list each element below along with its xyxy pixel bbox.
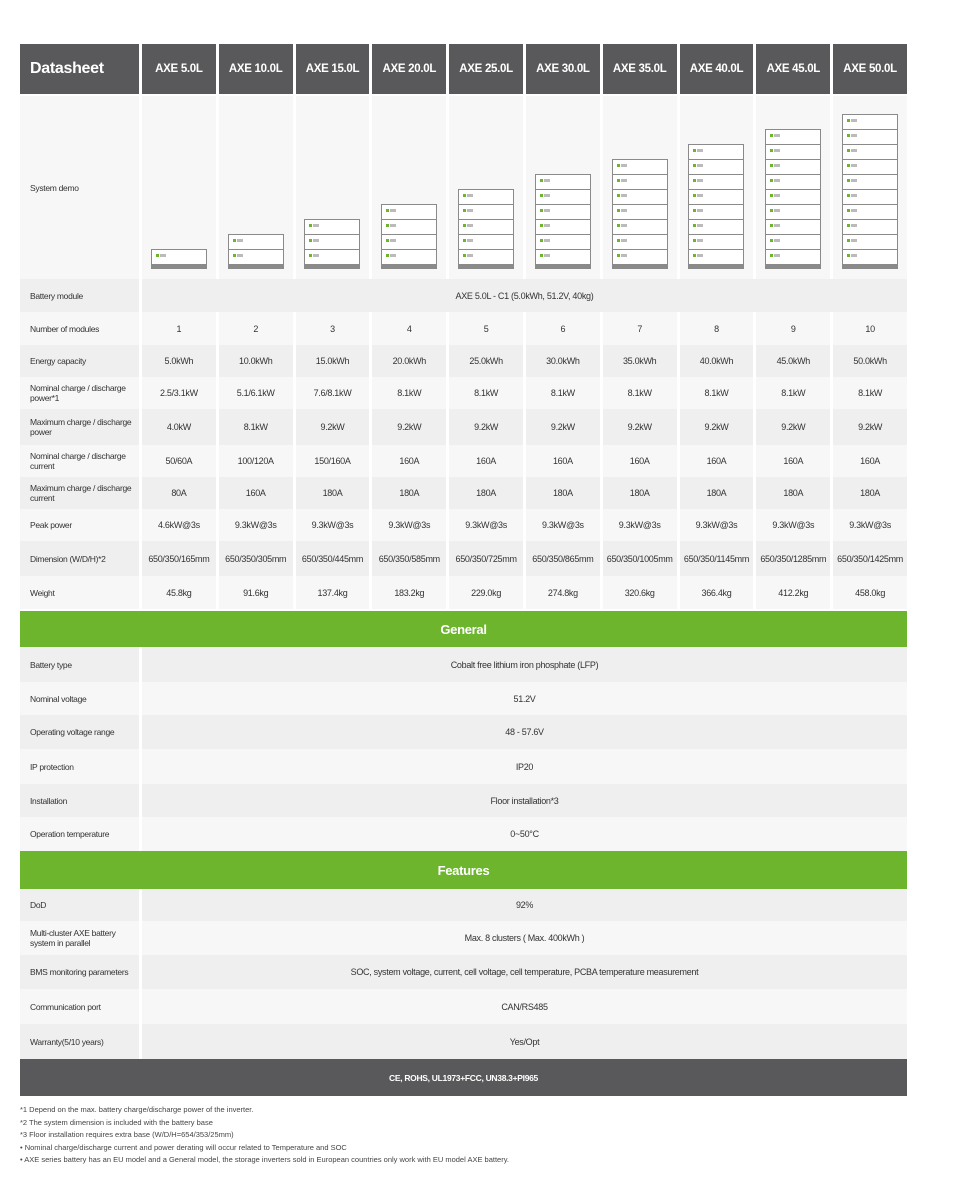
cell-value: 9.2kW	[372, 409, 446, 445]
cell-value: 180A	[372, 477, 446, 509]
cell-value: 8.1kW	[526, 377, 600, 409]
battery-base-icon	[381, 264, 437, 269]
spec-row	[20, 817, 907, 851]
battery-stack-cell	[142, 96, 216, 279]
cell-value: 40.0kWh	[680, 345, 754, 377]
cell-value: 650/350/305mm	[219, 541, 293, 576]
battery-module-icon	[842, 204, 898, 219]
battery-stack-cell	[680, 96, 754, 279]
row-label: Nominal charge / discharge power*1	[20, 377, 139, 409]
cell-value: 8.1kW	[680, 377, 754, 409]
row-label: Energy capacity	[20, 345, 139, 377]
battery-stack-cell	[296, 96, 370, 279]
row-value: 92%	[142, 889, 907, 921]
footnote: • Nominal charge/discharge current and power derating will occur related to Temperature and SOC	[20, 1142, 347, 1152]
battery-module-icon	[381, 234, 437, 249]
cell-value: 650/350/1005mm	[603, 541, 677, 576]
battery-module-icon	[304, 234, 360, 249]
battery-stack-icon	[765, 129, 821, 269]
row-label: Maximum charge / discharge current	[20, 477, 139, 509]
spec-row	[20, 509, 907, 541]
cell-value: 8	[680, 312, 754, 345]
cell-value: 8.1kW	[833, 377, 907, 409]
certifications: CE, ROHS, UL1973+FCC, UN38.3+PI965	[20, 1059, 907, 1096]
row-label: Warranty(5/10 years)	[20, 1024, 139, 1059]
cell-value: 7	[603, 312, 677, 345]
cell-value: 5	[449, 312, 523, 345]
footnote: *3 Floor installation requires extra base (W/D/H=654/353/25mm)	[20, 1130, 234, 1139]
row-label: Operating voltage range	[20, 715, 139, 749]
battery-stack-cell	[449, 96, 523, 279]
footnotes	[20, 1104, 509, 1167]
battery-stack-cell	[526, 96, 600, 279]
row-label: Multi-cluster AXE battery system in parallel	[20, 921, 139, 955]
battery-base-icon	[842, 264, 898, 269]
battery-module-icon	[535, 189, 591, 204]
battery-module-icon	[765, 189, 821, 204]
spec-row	[20, 576, 907, 609]
row-label: Battery module	[20, 279, 139, 312]
battery-module-icon	[612, 189, 668, 204]
cell-value: 650/350/165mm	[142, 541, 216, 576]
cell-value: 15.0kWh	[296, 345, 370, 377]
spec-row	[20, 647, 907, 682]
cell-value: 9.2kW	[296, 409, 370, 445]
row-label: Peak power	[20, 509, 139, 541]
row-value: AXE 5.0L - C1 (5.0kWh, 51.2V, 40kg)	[142, 279, 907, 312]
cell-value: 50/60A	[142, 445, 216, 477]
battery-module-icon	[688, 159, 744, 174]
cell-value: 9.3kW@3s	[833, 509, 907, 541]
spec-row	[20, 682, 907, 715]
model-header: AXE 5.0L	[142, 44, 216, 94]
battery-module-icon	[458, 249, 514, 264]
battery-module-icon	[688, 249, 744, 264]
battery-module-icon	[151, 249, 207, 264]
spec-row	[20, 345, 907, 377]
datasheet-table	[17, 44, 910, 1096]
battery-module-icon	[842, 114, 898, 129]
cell-value: 180A	[756, 477, 830, 509]
spec-row	[20, 921, 907, 955]
row-value: CAN/RS485	[142, 989, 907, 1024]
general-section-header	[20, 611, 907, 647]
model-header: AXE 35.0L	[603, 44, 677, 94]
battery-module-icon	[688, 204, 744, 219]
cell-value: 160A	[756, 445, 830, 477]
battery-stack-icon	[612, 159, 668, 269]
cell-value: 183.2kg	[372, 576, 446, 609]
row-label: Dimension (W/D/H)*2	[20, 541, 139, 576]
battery-module-icon	[612, 219, 668, 234]
cell-value: 4	[372, 312, 446, 345]
battery-base-icon	[228, 264, 284, 269]
battery-module-icon	[458, 219, 514, 234]
battery-module-icon	[688, 144, 744, 159]
battery-module-icon	[842, 249, 898, 264]
cell-value: 650/350/1285mm	[756, 541, 830, 576]
cell-value: 2	[219, 312, 293, 345]
battery-stack-icon	[535, 174, 591, 269]
row-label: Nominal voltage	[20, 682, 139, 715]
spec-row	[20, 409, 907, 445]
cell-value: 9.3kW@3s	[680, 509, 754, 541]
row-value: 48 - 57.6V	[142, 715, 907, 749]
battery-module-icon	[458, 234, 514, 249]
row-label: Battery type	[20, 647, 139, 682]
battery-module-icon	[688, 189, 744, 204]
battery-module-icon	[535, 174, 591, 189]
cell-value: 180A	[449, 477, 523, 509]
cell-value: 25.0kWh	[449, 345, 523, 377]
row-label: System demo	[20, 96, 139, 279]
battery-module-icon	[228, 234, 284, 249]
cell-value: 9.2kW	[526, 409, 600, 445]
cell-value: 160A	[526, 445, 600, 477]
cell-value: 10.0kWh	[219, 345, 293, 377]
cell-value: 5.0kWh	[142, 345, 216, 377]
cell-value: 5.1/6.1kW	[219, 377, 293, 409]
cell-value: 650/350/865mm	[526, 541, 600, 576]
battery-module-icon	[765, 174, 821, 189]
system-demo-row	[20, 96, 907, 279]
cell-value: 160A	[449, 445, 523, 477]
header-row	[20, 44, 907, 94]
cell-value: 9.3kW@3s	[603, 509, 677, 541]
cell-value: 80A	[142, 477, 216, 509]
cell-value: 8.1kW	[219, 409, 293, 445]
row-value: Max. 8 clusters ( Max. 400kWh )	[142, 921, 907, 955]
cell-value: 180A	[296, 477, 370, 509]
spec-row	[20, 445, 907, 477]
row-label: Maximum charge / discharge power	[20, 409, 139, 445]
row-label: DoD	[20, 889, 139, 921]
battery-stack-icon	[228, 234, 284, 269]
battery-module-icon	[458, 204, 514, 219]
model-header: AXE 50.0L	[833, 44, 907, 94]
row-value: Floor installation*3	[142, 784, 907, 817]
battery-stack-cell	[756, 96, 830, 279]
battery-stack-icon	[688, 144, 744, 269]
battery-module-icon	[612, 249, 668, 264]
footnote: *1 Depend on the max. battery charge/discharge power of the inverter.	[20, 1105, 254, 1114]
battery-module-icon	[612, 159, 668, 174]
model-header: AXE 30.0L	[526, 44, 600, 94]
battery-module-icon	[535, 219, 591, 234]
model-header: AXE 15.0L	[296, 44, 370, 94]
cell-value: 650/350/585mm	[372, 541, 446, 576]
battery-stack-cell	[833, 96, 907, 279]
row-value: 51.2V	[142, 682, 907, 715]
battery-module-icon	[688, 219, 744, 234]
cell-value: 91.6kg	[219, 576, 293, 609]
row-value: 0~50°C	[142, 817, 907, 851]
certification-row	[20, 1059, 907, 1096]
battery-module-icon	[458, 189, 514, 204]
cell-value: 20.0kWh	[372, 345, 446, 377]
row-value: Cobalt free lithium iron phosphate (LFP)	[142, 647, 907, 682]
row-label: BMS monitoring parameters	[20, 955, 139, 989]
cell-value: 160A	[372, 445, 446, 477]
cell-value: 8.1kW	[756, 377, 830, 409]
cell-value: 2.5/3.1kW	[142, 377, 216, 409]
cell-value: 412.2kg	[756, 576, 830, 609]
cell-value: 650/350/1425mm	[833, 541, 907, 576]
battery-module-icon	[535, 234, 591, 249]
row-label: Number of modules	[20, 312, 139, 345]
cell-value: 229.0kg	[449, 576, 523, 609]
battery-stack-icon	[381, 204, 437, 269]
row-value: SOC, system voltage, current, cell voltage, cell temperature, PCBA temperature measurement	[142, 955, 907, 989]
battery-base-icon	[458, 264, 514, 269]
spec-row	[20, 889, 907, 921]
battery-module-icon	[612, 204, 668, 219]
row-label: Weight	[20, 576, 139, 609]
footnote: • AXE series battery has an EU model and a General model, the storage inverters sold in European countries only work with EU model AXE battery.	[20, 1155, 509, 1164]
battery-module-icon	[228, 249, 284, 264]
cell-value: 9.3kW@3s	[756, 509, 830, 541]
section-title: Features	[20, 851, 907, 889]
spec-row	[20, 784, 907, 817]
datasheet-title: Datasheet	[20, 44, 139, 94]
cell-value: 10	[833, 312, 907, 345]
battery-module-icon	[765, 144, 821, 159]
cell-value: 137.4kg	[296, 576, 370, 609]
battery-stack-cell	[372, 96, 446, 279]
cell-value: 8.1kW	[603, 377, 677, 409]
battery-module-icon	[688, 234, 744, 249]
cell-value: 9.2kW	[680, 409, 754, 445]
cell-value: 45.8kg	[142, 576, 216, 609]
cell-value: 180A	[526, 477, 600, 509]
cell-value: 9.3kW@3s	[372, 509, 446, 541]
cell-value: 3	[296, 312, 370, 345]
cell-value: 650/350/1145mm	[680, 541, 754, 576]
battery-module-icon	[842, 234, 898, 249]
cell-value: 9	[756, 312, 830, 345]
model-header: AXE 45.0L	[756, 44, 830, 94]
battery-module-icon	[765, 234, 821, 249]
battery-module-icon	[765, 129, 821, 144]
spec-row	[20, 477, 907, 509]
cell-value: 4.6kW@3s	[142, 509, 216, 541]
cell-value: 180A	[833, 477, 907, 509]
section-title: General	[20, 611, 907, 647]
cell-value: 650/350/445mm	[296, 541, 370, 576]
cell-value: 320.6kg	[603, 576, 677, 609]
battery-module-icon	[765, 249, 821, 264]
cell-value: 1	[142, 312, 216, 345]
battery-module-icon	[842, 144, 898, 159]
battery-stack-cell	[603, 96, 677, 279]
cell-value: 9.2kW	[449, 409, 523, 445]
battery-stack-icon	[842, 114, 898, 269]
battery-base-icon	[688, 264, 744, 269]
spec-row	[20, 279, 907, 312]
row-label: IP protection	[20, 749, 139, 784]
cell-value: 35.0kWh	[603, 345, 677, 377]
row-value: Yes/Opt	[142, 1024, 907, 1059]
spec-row	[20, 749, 907, 784]
battery-module-icon	[765, 159, 821, 174]
battery-module-icon	[765, 219, 821, 234]
cell-value: 4.0kW	[142, 409, 216, 445]
cell-value: 100/120A	[219, 445, 293, 477]
battery-module-icon	[535, 249, 591, 264]
battery-base-icon	[304, 264, 360, 269]
battery-stack-icon	[304, 219, 360, 269]
battery-module-icon	[842, 129, 898, 144]
spec-row	[20, 377, 907, 409]
battery-stack-icon	[151, 249, 207, 269]
spec-row	[20, 989, 907, 1024]
battery-module-icon	[842, 219, 898, 234]
battery-module-icon	[612, 234, 668, 249]
cell-value: 50.0kWh	[833, 345, 907, 377]
row-label: Communication port	[20, 989, 139, 1024]
cell-value: 180A	[680, 477, 754, 509]
cell-value: 8.1kW	[372, 377, 446, 409]
cell-value: 6	[526, 312, 600, 345]
battery-module-icon	[304, 219, 360, 234]
features-section-header	[20, 851, 907, 889]
spec-row	[20, 1024, 907, 1059]
model-header: AXE 25.0L	[449, 44, 523, 94]
battery-base-icon	[765, 264, 821, 269]
cell-value: 9.3kW@3s	[526, 509, 600, 541]
cell-value: 650/350/725mm	[449, 541, 523, 576]
cell-value: 7.6/8.1kW	[296, 377, 370, 409]
battery-stack-cell	[219, 96, 293, 279]
footnote: *2 The system dimension is included with the battery base	[20, 1117, 213, 1127]
model-header: AXE 10.0L	[219, 44, 293, 94]
battery-module-icon	[765, 204, 821, 219]
cell-value: 160A	[833, 445, 907, 477]
spec-row	[20, 541, 907, 576]
battery-module-icon	[381, 249, 437, 264]
battery-module-icon	[304, 249, 360, 264]
row-label: Nominal charge / discharge current	[20, 445, 139, 477]
model-header: AXE 40.0L	[680, 44, 754, 94]
battery-module-icon	[688, 174, 744, 189]
cell-value: 150/160A	[296, 445, 370, 477]
battery-stack-icon	[458, 189, 514, 269]
cell-value: 45.0kWh	[756, 345, 830, 377]
battery-base-icon	[612, 264, 668, 269]
cell-value: 160A	[680, 445, 754, 477]
cell-value: 458.0kg	[833, 576, 907, 609]
battery-module-icon	[381, 204, 437, 219]
battery-module-icon	[612, 174, 668, 189]
cell-value: 180A	[603, 477, 677, 509]
cell-value: 9.2kW	[603, 409, 677, 445]
cell-value: 160A	[219, 477, 293, 509]
cell-value: 366.4kg	[680, 576, 754, 609]
cell-value: 160A	[603, 445, 677, 477]
battery-module-icon	[842, 189, 898, 204]
spec-row	[20, 955, 907, 989]
cell-value: 8.1kW	[449, 377, 523, 409]
spec-row	[20, 312, 907, 345]
cell-value: 9.3kW@3s	[296, 509, 370, 541]
cell-value: 9.2kW	[756, 409, 830, 445]
row-label: Operation temperature	[20, 817, 139, 851]
battery-module-icon	[842, 159, 898, 174]
cell-value: 9.3kW@3s	[219, 509, 293, 541]
cell-value: 30.0kWh	[526, 345, 600, 377]
cell-value: 9.3kW@3s	[449, 509, 523, 541]
battery-base-icon	[151, 264, 207, 269]
battery-module-icon	[381, 219, 437, 234]
model-header: AXE 20.0L	[372, 44, 446, 94]
battery-module-icon	[535, 204, 591, 219]
row-label: Installation	[20, 784, 139, 817]
battery-module-icon	[842, 174, 898, 189]
spec-row	[20, 715, 907, 749]
cell-value: 9.2kW	[833, 409, 907, 445]
battery-base-icon	[535, 264, 591, 269]
cell-value: 274.8kg	[526, 576, 600, 609]
row-value: IP20	[142, 749, 907, 784]
